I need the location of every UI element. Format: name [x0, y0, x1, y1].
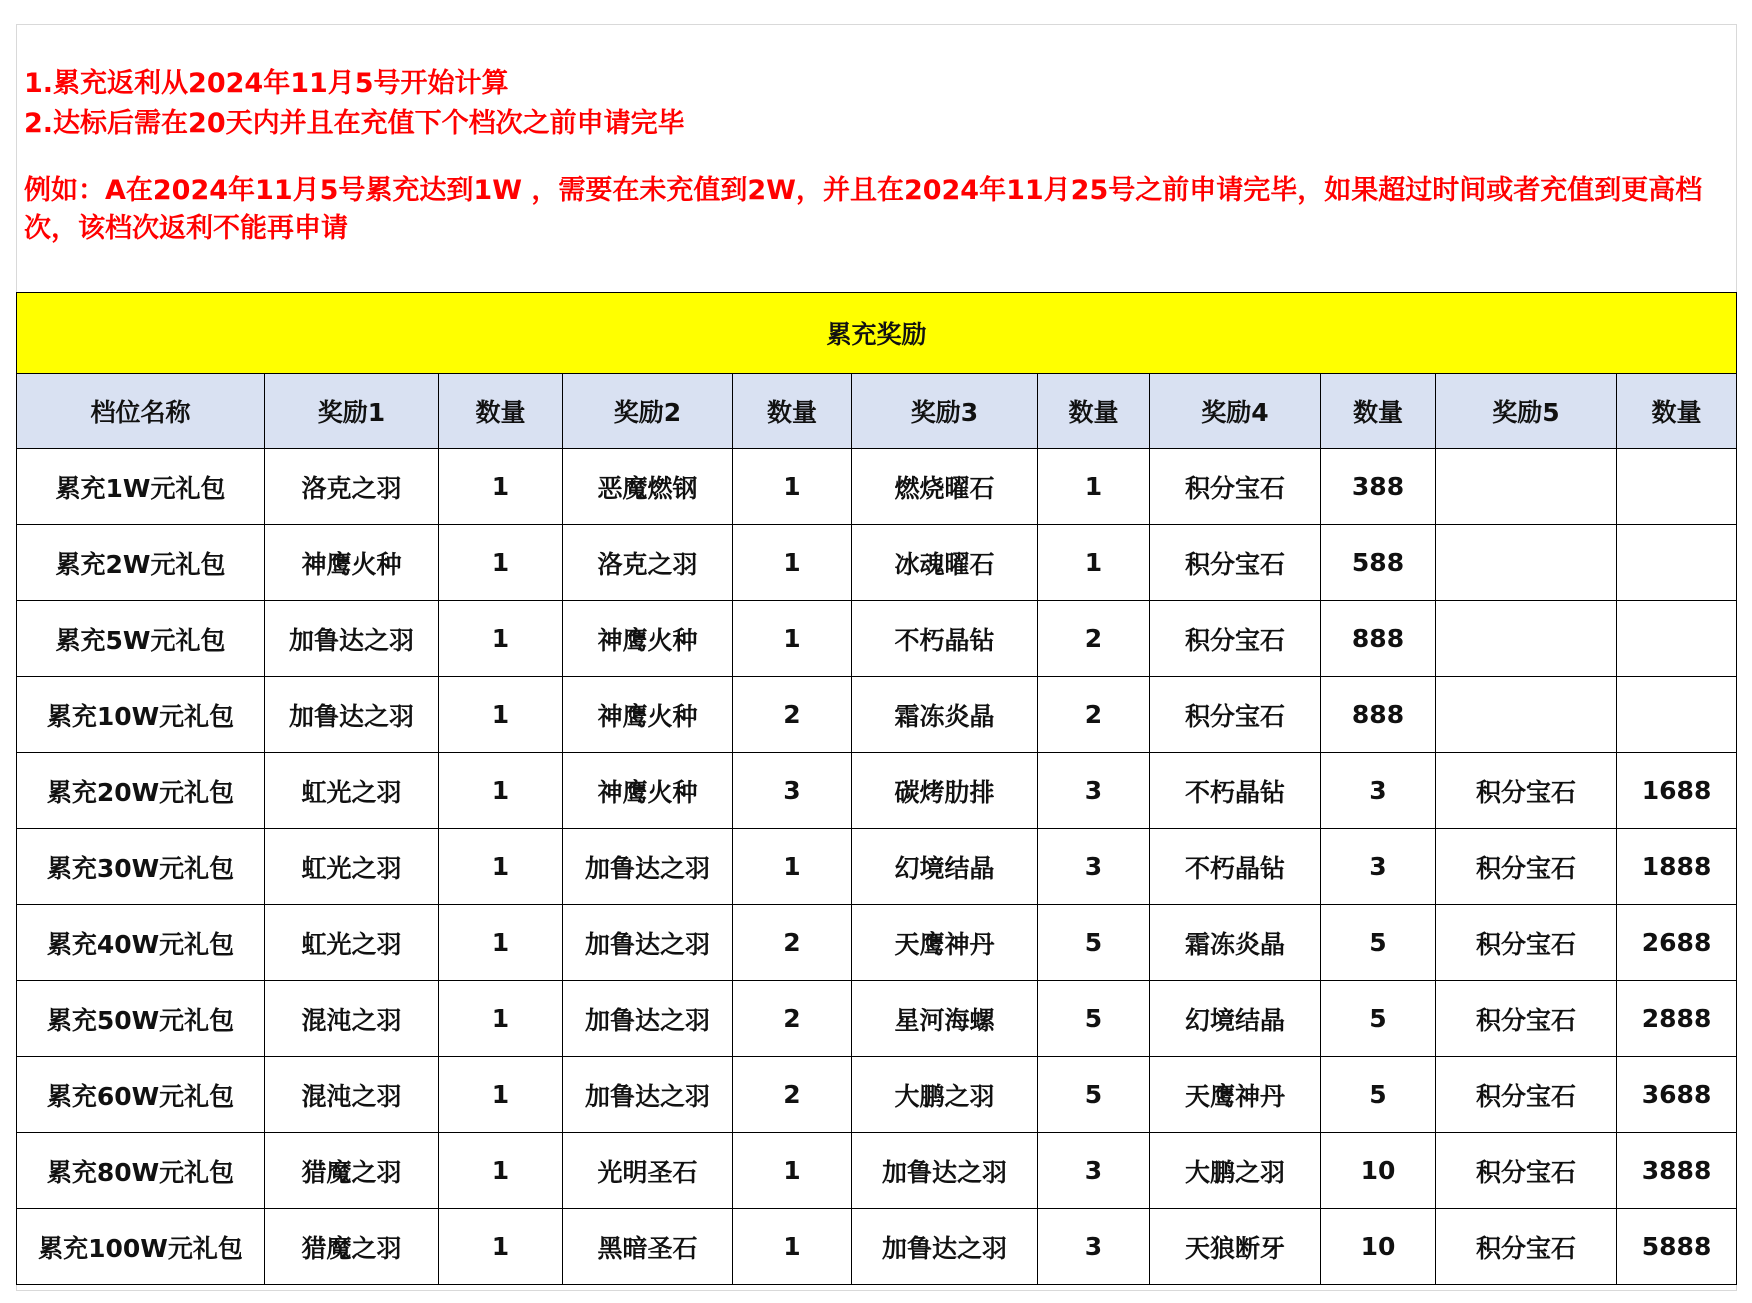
reward-quantity-cell: 10	[1321, 1209, 1436, 1285]
reward-item-cell: 积分宝石	[1150, 449, 1321, 525]
reward-item-cell: 加鲁达之羽	[563, 829, 733, 905]
reward-item-cell	[1436, 449, 1617, 525]
table-row	[17, 753, 1737, 829]
reward-item-cell: 不朽晶钻	[1150, 829, 1321, 905]
tier-name-cell: 累充1W元礼包	[17, 449, 265, 525]
column-header: 数量	[733, 374, 852, 449]
reward-quantity-cell: 3	[1038, 753, 1150, 829]
reward-item-cell: 加鲁达之羽	[852, 1209, 1038, 1285]
note-spacer	[24, 144, 1739, 172]
reward-quantity-cell: 1	[439, 449, 563, 525]
reward-quantity-cell: 2888	[1617, 981, 1737, 1057]
reward-quantity-cell: 3	[1321, 753, 1436, 829]
tier-name-cell: 累充30W元礼包	[17, 829, 265, 905]
table-row	[17, 677, 1737, 753]
tier-name-cell: 累充10W元礼包	[17, 677, 265, 753]
reward-quantity-cell: 5	[1038, 1057, 1150, 1133]
reward-quantity-cell: 2	[1038, 677, 1150, 753]
reward-item-cell: 加鲁达之羽	[265, 677, 439, 753]
reward-item-cell: 碳烤肋排	[852, 753, 1038, 829]
reward-item-cell: 积分宝石	[1436, 1209, 1617, 1285]
column-header: 奖励5	[1436, 374, 1617, 449]
reward-quantity-cell: 888	[1321, 677, 1436, 753]
reward-quantity-cell: 1	[733, 1133, 852, 1209]
reward-item-cell: 虹光之羽	[265, 829, 439, 905]
column-header: 奖励4	[1150, 374, 1321, 449]
reward-item-cell: 不朽晶钻	[852, 601, 1038, 677]
reward-quantity-cell: 1688	[1617, 753, 1737, 829]
reward-item-cell: 冰魂曜石	[852, 525, 1038, 601]
column-header: 奖励2	[563, 374, 733, 449]
table-row	[17, 1133, 1737, 1209]
reward-item-cell: 天鹰神丹	[852, 905, 1038, 981]
reward-quantity-cell: 1	[439, 601, 563, 677]
reward-quantity-cell: 1	[439, 1209, 563, 1285]
reward-quantity-cell: 1	[439, 525, 563, 601]
reward-item-cell: 洛克之羽	[265, 449, 439, 525]
note-example: 例如：A在2024年11月5号累充达到1W ，需要在未充值到2W，并且在2024年11月25号之前申请完毕，如果超过时间或者充值到更高档次，该档次返利不能再申请	[24, 175, 1703, 244]
reward-item-cell: 积分宝石	[1436, 981, 1617, 1057]
reward-item-cell: 大鹏之羽	[852, 1057, 1038, 1133]
reward-quantity-cell	[1617, 601, 1737, 677]
reward-item-cell: 不朽晶钻	[1150, 753, 1321, 829]
reward-quantity-cell	[1617, 449, 1737, 525]
reward-quantity-cell: 1	[439, 829, 563, 905]
reward-quantity-cell: 5	[1321, 905, 1436, 981]
note-line-1: 1.累充返利从2024年11月5号开始计算	[24, 68, 509, 99]
reward-quantity-cell: 3688	[1617, 1057, 1737, 1133]
reward-item-cell	[1436, 677, 1617, 753]
reward-item-cell: 加鲁达之羽	[265, 601, 439, 677]
table-row	[17, 525, 1737, 601]
column-header: 数量	[1617, 374, 1737, 449]
reward-item-cell: 积分宝石	[1436, 1133, 1617, 1209]
tier-name-cell: 累充80W元礼包	[17, 1133, 265, 1209]
reward-item-cell: 星河海螺	[852, 981, 1038, 1057]
reward-item-cell: 洛克之羽	[563, 525, 733, 601]
tier-name-cell: 累充100W元礼包	[17, 1209, 265, 1285]
reward-item-cell: 积分宝石	[1436, 1057, 1617, 1133]
reward-item-cell: 加鲁达之羽	[852, 1133, 1038, 1209]
tier-name-cell: 累充5W元礼包	[17, 601, 265, 677]
reward-item-cell: 积分宝石	[1150, 677, 1321, 753]
reward-quantity-cell	[1617, 525, 1737, 601]
table-row	[17, 1209, 1737, 1285]
reward-quantity-cell: 3	[1038, 829, 1150, 905]
column-header: 奖励1	[265, 374, 439, 449]
reward-item-cell: 积分宝石	[1436, 829, 1617, 905]
reward-quantity-cell: 5888	[1617, 1209, 1737, 1285]
table-row	[17, 981, 1737, 1057]
table-title-row	[17, 293, 1737, 374]
table-row	[17, 829, 1737, 905]
column-header: 数量	[1321, 374, 1436, 449]
reward-quantity-cell: 1	[733, 601, 852, 677]
reward-item-cell: 燃烧曜石	[852, 449, 1038, 525]
table-row	[17, 905, 1737, 981]
reward-item-cell	[1436, 525, 1617, 601]
tier-name-cell: 累充50W元礼包	[17, 981, 265, 1057]
column-header: 数量	[439, 374, 563, 449]
reward-quantity-cell: 2	[733, 905, 852, 981]
notes-block	[24, 64, 1739, 248]
reward-quantity-cell: 2	[733, 677, 852, 753]
reward-item-cell: 混沌之羽	[265, 981, 439, 1057]
column-header: 数量	[1038, 374, 1150, 449]
reward-item-cell: 天狼断牙	[1150, 1209, 1321, 1285]
reward-quantity-cell: 3	[733, 753, 852, 829]
reward-item-cell	[1436, 601, 1617, 677]
reward-quantity-cell: 1888	[1617, 829, 1737, 905]
reward-quantity-cell: 1	[439, 677, 563, 753]
reward-quantity-cell: 1	[439, 981, 563, 1057]
reward-quantity-cell: 5	[1038, 981, 1150, 1057]
reward-item-cell: 黑暗圣石	[563, 1209, 733, 1285]
reward-quantity-cell: 1	[733, 1209, 852, 1285]
reward-quantity-cell: 5	[1038, 905, 1150, 981]
table-row	[17, 601, 1737, 677]
reward-item-cell: 猎魔之羽	[265, 1209, 439, 1285]
reward-quantity-cell: 5	[1321, 981, 1436, 1057]
reward-quantity-cell: 2688	[1617, 905, 1737, 981]
reward-item-cell: 猎魔之羽	[265, 1133, 439, 1209]
reward-quantity-cell: 588	[1321, 525, 1436, 601]
note-line-2: 2.达标后需在20天内并且在充值下个档次之前申请完毕	[24, 108, 685, 139]
tier-name-cell: 累充40W元礼包	[17, 905, 265, 981]
reward-quantity-cell: 1	[439, 1133, 563, 1209]
reward-quantity-cell: 1	[439, 1057, 563, 1133]
reward-quantity-cell: 2	[1038, 601, 1150, 677]
reward-item-cell: 神鹰火种	[563, 677, 733, 753]
reward-quantity-cell: 388	[1321, 449, 1436, 525]
reward-quantity-cell: 3	[1321, 829, 1436, 905]
reward-quantity-cell: 1	[733, 449, 852, 525]
reward-quantity-cell: 3888	[1617, 1133, 1737, 1209]
reward-item-cell: 恶魔燃钢	[563, 449, 733, 525]
reward-item-cell: 积分宝石	[1150, 525, 1321, 601]
reward-item-cell: 积分宝石	[1150, 601, 1321, 677]
reward-quantity-cell: 1	[733, 525, 852, 601]
reward-item-cell: 霜冻炎晶	[852, 677, 1038, 753]
rewards-table	[16, 292, 1737, 1285]
reward-item-cell: 加鲁达之羽	[563, 905, 733, 981]
reward-item-cell: 神鹰火种	[563, 753, 733, 829]
reward-quantity-cell: 5	[1321, 1057, 1436, 1133]
reward-item-cell: 光明圣石	[563, 1133, 733, 1209]
reward-item-cell: 大鹏之羽	[1150, 1133, 1321, 1209]
reward-quantity-cell: 2	[733, 1057, 852, 1133]
reward-item-cell: 霜冻炎晶	[1150, 905, 1321, 981]
table-row	[17, 1057, 1737, 1133]
reward-quantity-cell: 3	[1038, 1209, 1150, 1285]
reward-item-cell: 天鹰神丹	[1150, 1057, 1321, 1133]
table-header-row	[17, 374, 1737, 449]
reward-item-cell: 加鲁达之羽	[563, 1057, 733, 1133]
reward-quantity-cell: 1	[439, 905, 563, 981]
reward-item-cell: 神鹰火种	[563, 601, 733, 677]
column-header: 档位名称	[17, 374, 265, 449]
reward-quantity-cell: 2	[733, 981, 852, 1057]
reward-quantity-cell: 1	[1038, 525, 1150, 601]
tier-name-cell: 累充2W元礼包	[17, 525, 265, 601]
reward-item-cell: 混沌之羽	[265, 1057, 439, 1133]
reward-item-cell: 加鲁达之羽	[563, 981, 733, 1057]
tier-name-cell: 累充20W元礼包	[17, 753, 265, 829]
reward-item-cell: 虹光之羽	[265, 905, 439, 981]
reward-quantity-cell: 1	[733, 829, 852, 905]
reward-item-cell: 幻境结晶	[1150, 981, 1321, 1057]
column-header: 奖励3	[852, 374, 1038, 449]
reward-quantity-cell: 888	[1321, 601, 1436, 677]
reward-quantity-cell: 10	[1321, 1133, 1436, 1209]
reward-quantity-cell: 1	[1038, 449, 1150, 525]
reward-quantity-cell	[1617, 677, 1737, 753]
table-row	[17, 449, 1737, 525]
reward-item-cell: 幻境结晶	[852, 829, 1038, 905]
reward-item-cell: 虹光之羽	[265, 753, 439, 829]
reward-quantity-cell: 3	[1038, 1133, 1150, 1209]
table-title: 累充奖励	[17, 293, 1737, 374]
tier-name-cell: 累充60W元礼包	[17, 1057, 265, 1133]
reward-quantity-cell: 1	[439, 753, 563, 829]
reward-item-cell: 神鹰火种	[265, 525, 439, 601]
reward-item-cell: 积分宝石	[1436, 905, 1617, 981]
reward-item-cell: 积分宝石	[1436, 753, 1617, 829]
